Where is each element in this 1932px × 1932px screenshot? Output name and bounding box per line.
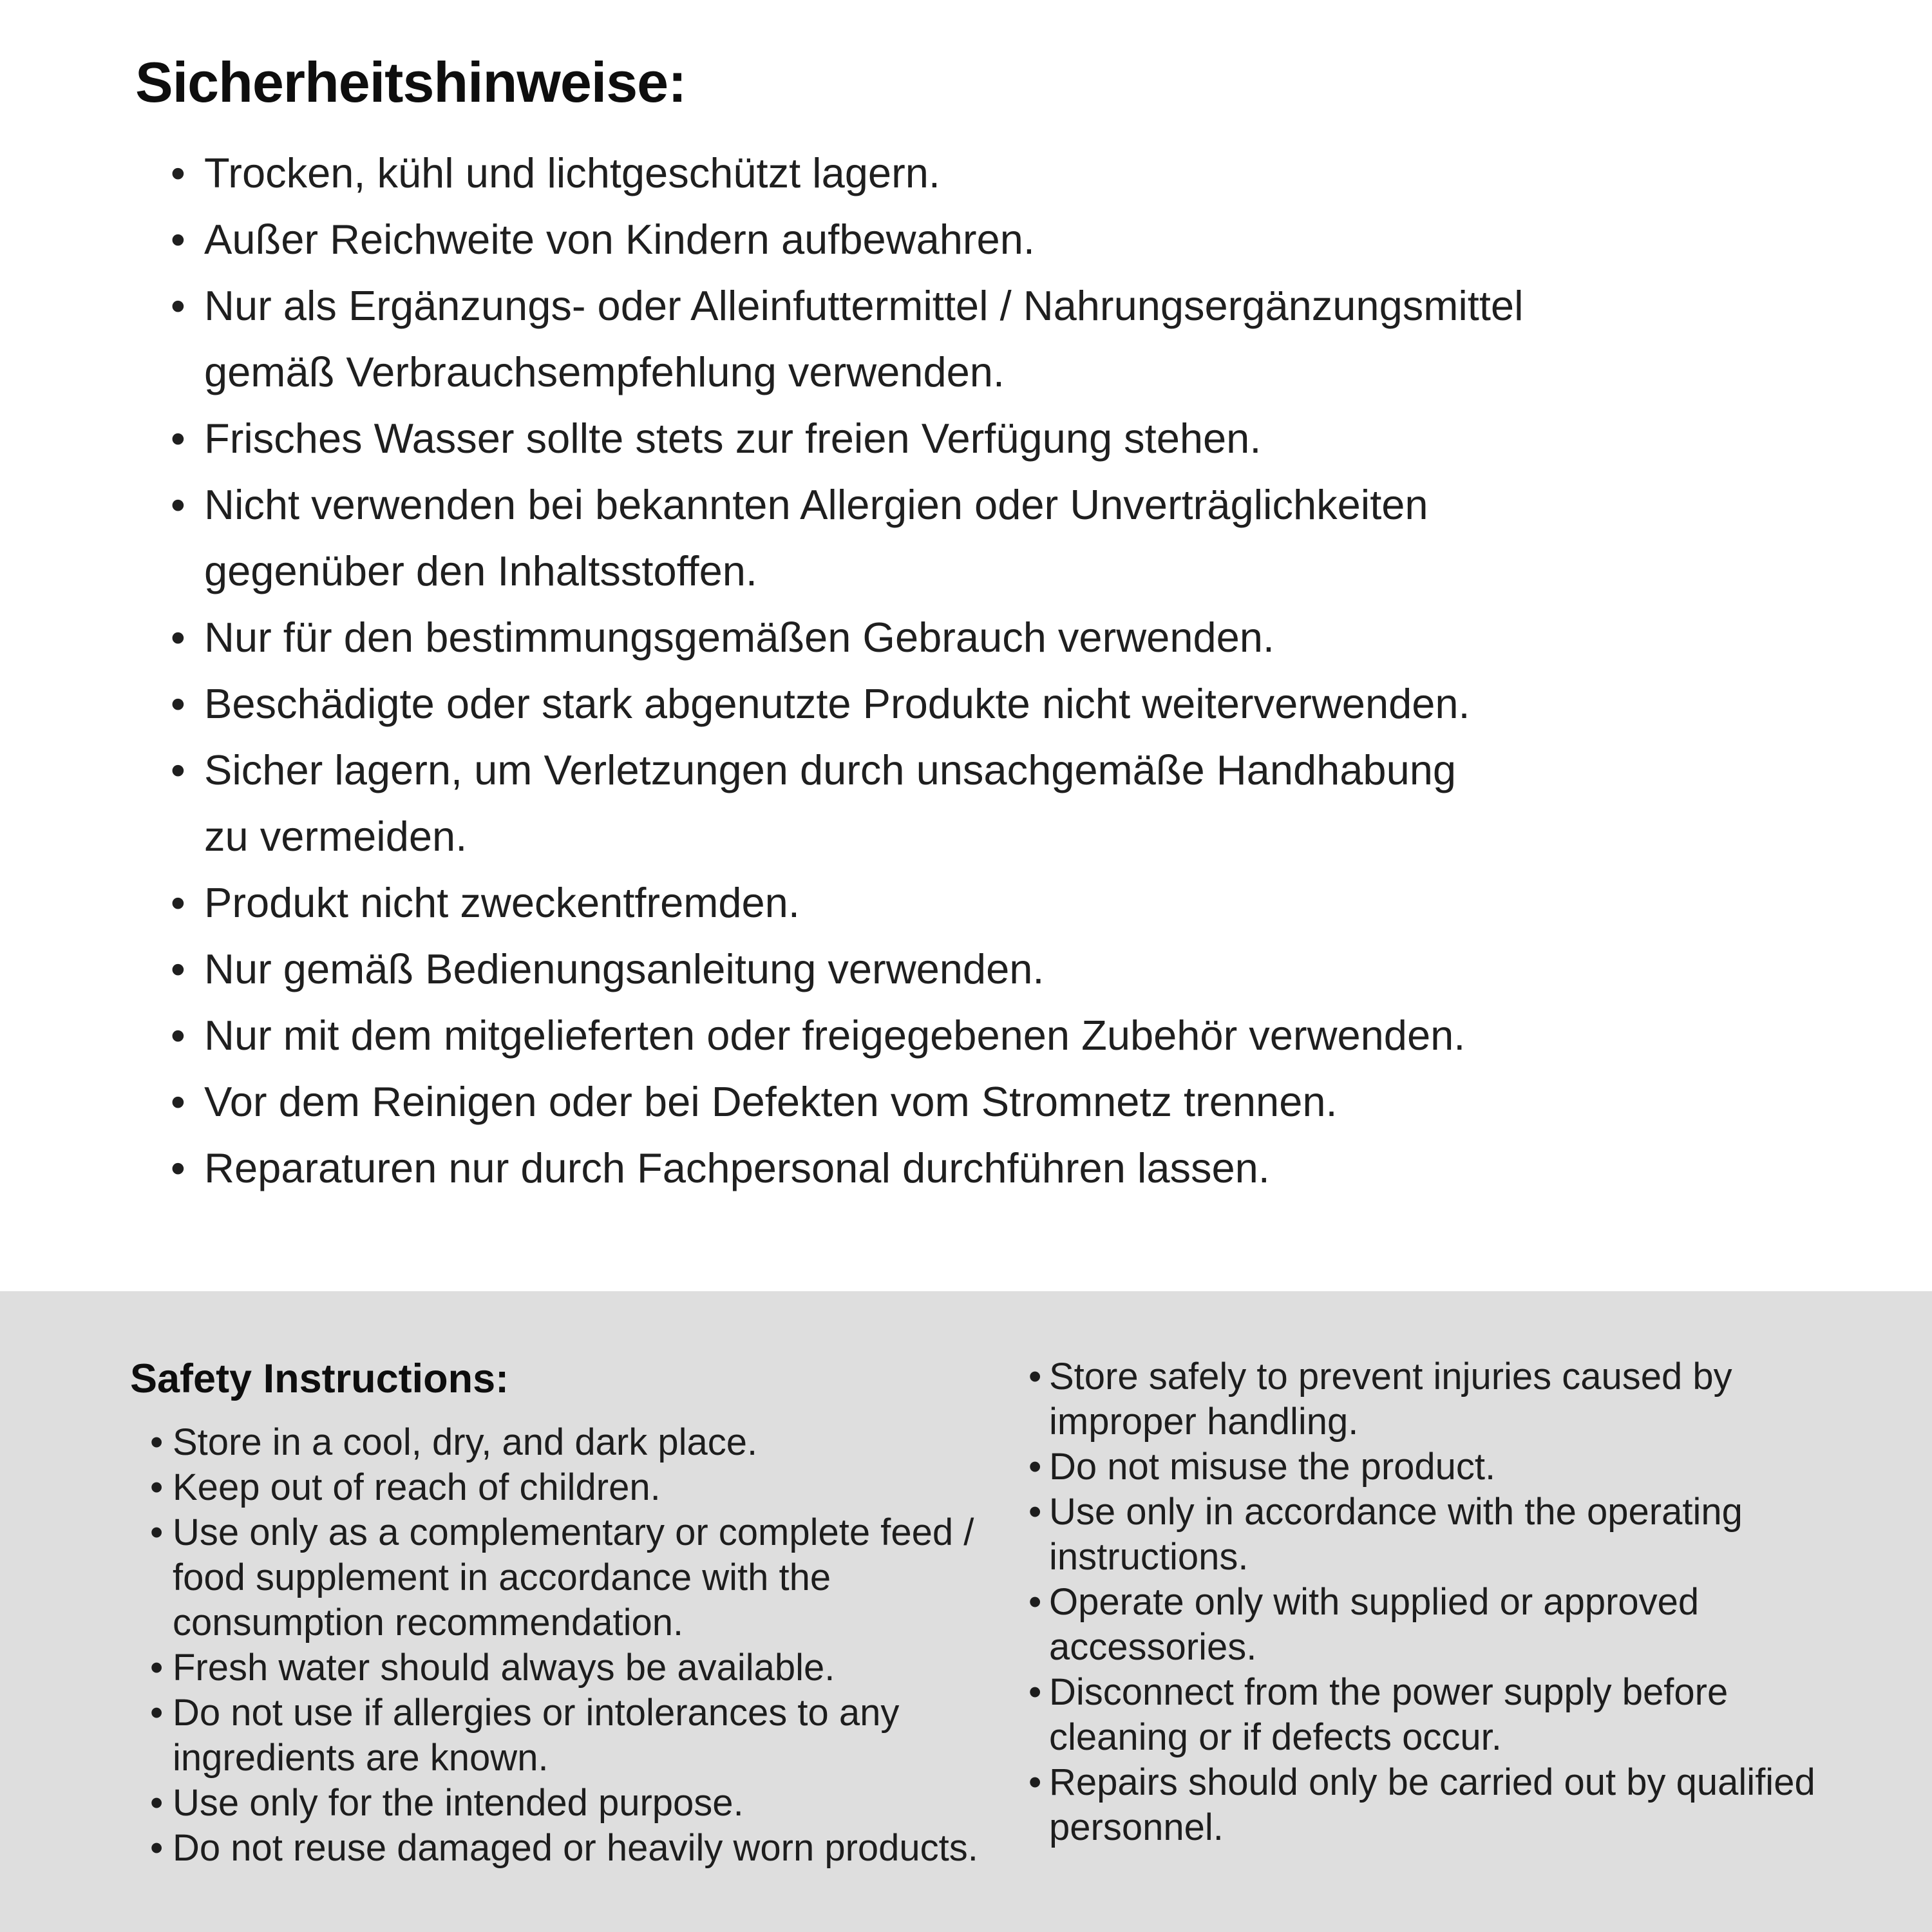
bullet-icon: • (171, 878, 185, 926)
list-item-text: Keep out of reach of children. (173, 1466, 661, 1508)
list-item-text: Use only for the intended purpose. (173, 1782, 744, 1824)
list-item-text: Nicht verwenden bei bekannten Allergien oder Unverträglichkeiten (204, 480, 1428, 528)
bullet-icon: • (1028, 1671, 1042, 1713)
bullet-icon: • (171, 215, 185, 263)
bullet-icon: • (171, 1011, 185, 1059)
list-item (171, 405, 1819, 471)
bullet-icon: • (171, 613, 185, 661)
list-item (171, 1002, 1819, 1068)
list-item (1028, 1670, 1885, 1760)
bullet-icon: • (1028, 1491, 1042, 1533)
bullet-icon: • (1028, 1581, 1042, 1623)
list-item (1028, 1354, 1885, 1444)
list-item-text: Do not use if allergies or intolerances to any (173, 1692, 900, 1734)
list-item (1028, 1760, 1885, 1850)
list-item (171, 1135, 1819, 1201)
list-item (1028, 1444, 1885, 1490)
list-item (1028, 1580, 1885, 1670)
list-item (150, 1826, 1013, 1871)
list-item-text: Sicher lagern, um Verletzungen durch unsachgemäße Handhabung (204, 746, 1457, 793)
list-item (171, 869, 1819, 936)
list-item-text: improper handling. (1049, 1401, 1359, 1443)
list-item-text: gegenüber den Inhaltsstoffen. (204, 547, 757, 594)
list-item-text: Nur als Ergänzungs- oder Alleinfuttermittel / Nahrungsergänzungsmittel (204, 281, 1524, 329)
list-item-text: Außer Reichweite von Kindern aufbewahren. (204, 215, 1035, 263)
english-safety-list-left (150, 1420, 1013, 1871)
german-safety-list (171, 140, 1819, 1201)
list-item-text: personnel. (1049, 1806, 1224, 1848)
bullet-icon: • (150, 1421, 164, 1463)
bullet-icon: • (150, 1511, 164, 1553)
list-item (171, 604, 1819, 670)
bullet-icon: • (150, 1647, 164, 1689)
list-item-text: Operate only with supplied or approved (1049, 1581, 1700, 1623)
list-item (150, 1781, 1013, 1826)
german-section-title: Sicherheitshinweise: (135, 50, 687, 114)
english-safety-list-right (1028, 1354, 1885, 1850)
bullet-icon: • (1028, 1761, 1042, 1803)
list-item (171, 471, 1819, 604)
list-item-text: food supplement in accordance with the (173, 1557, 831, 1598)
list-item-text: cleaning or if defects occur. (1049, 1716, 1502, 1758)
list-item-text: Do not reuse damaged or heavily worn products. (173, 1827, 978, 1869)
list-item (150, 1465, 1013, 1510)
bullet-icon: • (150, 1692, 164, 1734)
list-item-text: Nur mit dem mitgelieferten oder freigegebenen Zubehör verwenden. (204, 1011, 1466, 1059)
english-section-title: Safety Instructions: (130, 1356, 509, 1401)
list-item-text: ingredients are known. (173, 1737, 549, 1779)
bullet-icon: • (171, 1077, 185, 1125)
list-item (171, 272, 1819, 405)
list-item (1028, 1490, 1885, 1580)
english-right-column (1028, 1354, 1932, 1850)
list-item-text: Nur für den bestimmungsgemäßen Gebrauch verwenden. (204, 613, 1274, 661)
list-item-text: gemäß Verbrauchsempfehlung verwenden. (204, 348, 1005, 395)
list-item-text: Store safely to prevent injuries caused by (1049, 1356, 1732, 1397)
list-item-text: Vor dem Reinigen oder bei Defekten vom Stromnetz trennen. (204, 1077, 1338, 1125)
list-item-text: Fresh water should always be available. (173, 1647, 835, 1689)
list-item-text: Use only in accordance with the operating (1049, 1491, 1743, 1533)
bullet-icon: • (150, 1827, 164, 1869)
bullet-icon: • (171, 1144, 185, 1191)
list-item-text: Reparaturen nur durch Fachpersonal durchführen lassen. (204, 1144, 1270, 1191)
list-item-text: Frisches Wasser sollte stets zur freien Verfügung stehen. (204, 414, 1262, 462)
list-item (171, 936, 1819, 1002)
list-item-text: Disconnect from the power supply before (1049, 1671, 1728, 1713)
list-item-text: Repairs should only be carried out by qualified (1049, 1761, 1815, 1803)
list-item (150, 1645, 1013, 1690)
bullet-icon: • (171, 149, 185, 196)
list-item-text: Use only as a complementary or complete feed / (173, 1511, 974, 1553)
list-item (150, 1510, 1013, 1645)
list-item-text: Trocken, kühl und lichtgeschützt lagern. (204, 149, 940, 196)
list-item-text: zu vermeiden. (204, 812, 468, 860)
list-item (171, 670, 1819, 737)
list-item-text: Store in a cool, dry, and dark place. (173, 1421, 758, 1463)
list-item (150, 1690, 1013, 1781)
bullet-icon: • (171, 281, 185, 329)
bullet-icon: • (1028, 1356, 1042, 1397)
list-item-text: accessories. (1049, 1626, 1257, 1668)
list-item-text: instructions. (1049, 1536, 1249, 1578)
list-item-text: Produkt nicht zweckentfremden. (204, 878, 800, 926)
bullet-icon: • (1028, 1446, 1042, 1488)
list-item-text: consumption recommendation. (173, 1602, 684, 1643)
list-item (171, 206, 1819, 272)
bullet-icon: • (171, 945, 185, 992)
bullet-icon: • (150, 1466, 164, 1508)
list-item-text: Nur gemäß Bedienungsanleitung verwenden. (204, 945, 1045, 992)
english-left-column (130, 1354, 1028, 1871)
list-item (171, 737, 1819, 869)
english-safety-section (0, 1291, 1932, 1932)
list-item-text: Do not misuse the product. (1049, 1446, 1496, 1488)
bullet-icon: • (171, 480, 185, 528)
bullet-icon: • (171, 414, 185, 462)
bullet-icon: • (171, 679, 185, 727)
bullet-icon: • (171, 746, 185, 793)
bullet-icon: • (150, 1782, 164, 1824)
list-item (171, 140, 1819, 206)
list-item (150, 1420, 1013, 1465)
list-item-text: Beschädigte oder stark abgenutzte Produkte nicht weiterverwenden. (204, 679, 1470, 727)
list-item (171, 1068, 1819, 1135)
